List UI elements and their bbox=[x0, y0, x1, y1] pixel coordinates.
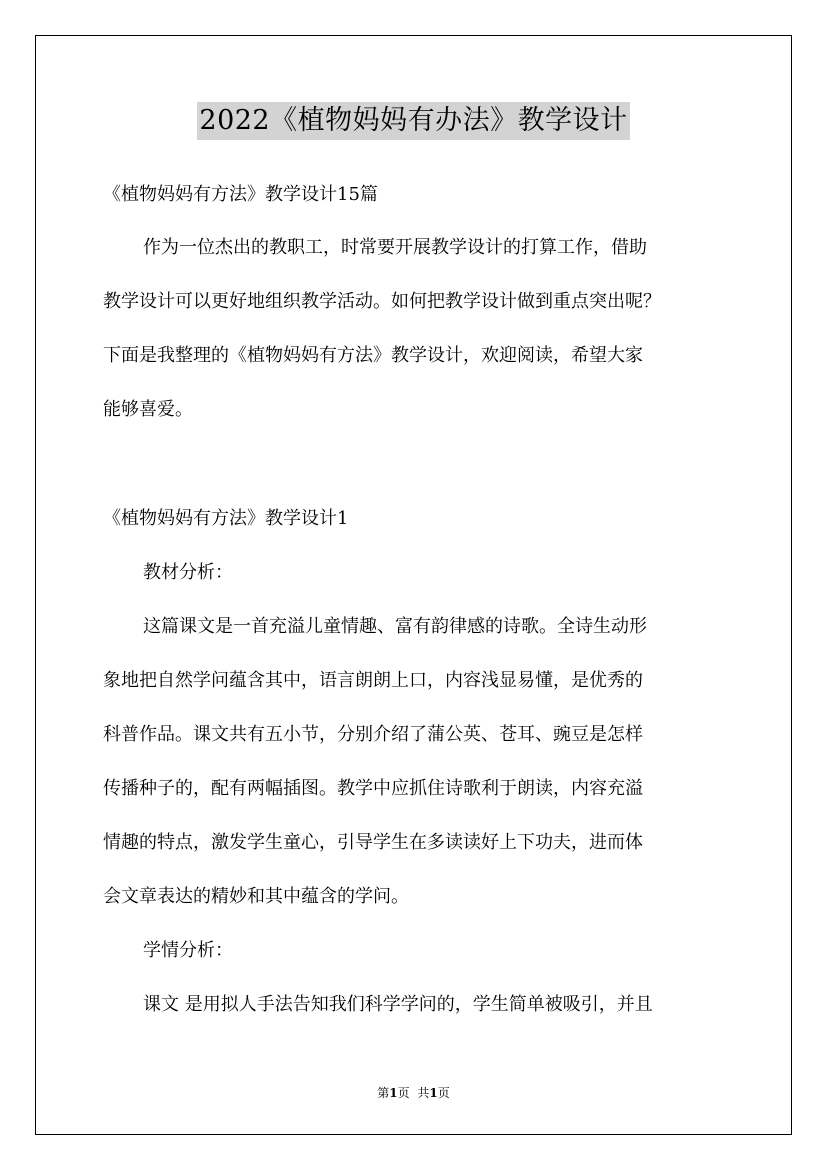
intro-line: 能够喜爱。 bbox=[103, 399, 193, 420]
section-heading: 《植物妈妈有方法》教学设计1 bbox=[103, 508, 349, 529]
page-suffix: 页 bbox=[397, 1086, 410, 1100]
paragraph-line: 情趣的特点，激发学生童心，引导学生在多读读好上下功夫，进而体 bbox=[103, 832, 643, 853]
intro-line: 教学设计可以更好地组织教学活动。如何把教学设计做到重点突出呢？ bbox=[103, 291, 661, 312]
page-footer bbox=[0, 1085, 827, 1101]
total-pages: 1 bbox=[429, 1086, 438, 1100]
intro-line: 下面是我整理的《植物妈妈有方法》教学设计，欢迎阅读，希望大家 bbox=[103, 345, 643, 366]
page-number: 1 bbox=[389, 1086, 398, 1100]
paragraph-line: 会文章表达的精妙和其中蕴含的学问。 bbox=[103, 886, 409, 907]
learner-analysis-heading: 学情分析： bbox=[143, 940, 233, 961]
title-container bbox=[0, 102, 827, 140]
total-label: 共 bbox=[417, 1086, 430, 1100]
paragraph-line: 科普作品。课文共有五小节，分别介绍了蒲公英、苍耳、豌豆是怎样 bbox=[103, 724, 643, 745]
paragraph-line: 这篇课文是一首充溢儿童情趣、富有韵律感的诗歌。全诗生动形 bbox=[143, 616, 647, 637]
textbook-analysis-heading: 教材分析： bbox=[143, 562, 233, 583]
document-subtitle: 《植物妈妈有方法》教学设计15篇 bbox=[103, 184, 378, 205]
paragraph-line: 象地把自然学问蕴含其中，语言朗朗上口，内容浅显易懂，是优秀的 bbox=[103, 670, 643, 691]
paragraph-line: 课文 是用拟人手法告知我们科学学问的，学生简单被吸引，并且 bbox=[143, 994, 653, 1015]
page-label: 第 bbox=[377, 1086, 390, 1100]
total-suffix: 页 bbox=[437, 1086, 450, 1100]
paragraph-line: 传播种子的，配有两幅插图。教学中应抓住诗歌利于朗读，内容充溢 bbox=[103, 778, 643, 799]
document-title: 2022《植物妈妈有办法》教学设计 bbox=[197, 102, 629, 140]
intro-line: 作为一位杰出的教职工，时常要开展教学设计的打算工作，借助 bbox=[143, 237, 647, 258]
